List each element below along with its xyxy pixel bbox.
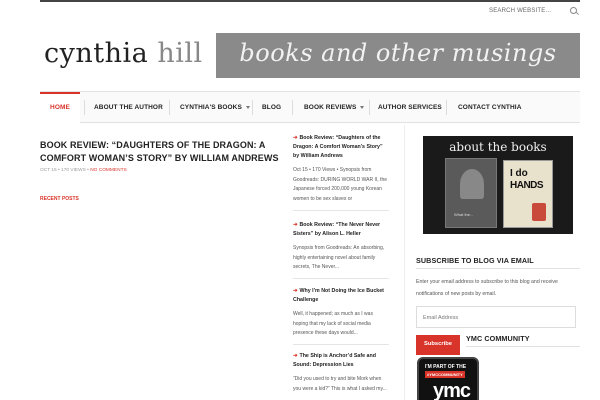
ymc-logo: ymc <box>433 380 471 400</box>
nav-divider <box>252 100 253 115</box>
book-cover-1-caption: What the... <box>454 212 474 217</box>
chevron-down-icon <box>360 106 364 109</box>
nav-label: HOME <box>50 104 70 111</box>
about-the-books-widget[interactable] <box>423 136 573 234</box>
column-divider <box>404 125 405 400</box>
nav-divider <box>446 100 447 115</box>
ymc-badge-line2: #YMCCOMMUNITY <box>427 372 463 377</box>
post-date-views: OCT 15 • 170 VIEWS • <box>40 168 91 173</box>
tree-illustration <box>460 169 484 199</box>
list-item[interactable] <box>293 221 389 273</box>
header-banner <box>216 33 580 78</box>
chevron-down-icon <box>246 106 250 109</box>
divider <box>293 344 389 345</box>
nav-label: CONTACT CYNTHIA <box>458 104 522 111</box>
logo-second-word: hill <box>157 38 203 69</box>
ymc-community-heading: YMC COMMUNITY <box>466 334 530 343</box>
subscribe-button[interactable]: Subscribe <box>416 335 460 355</box>
cover-decoration <box>532 203 546 221</box>
about-books-title: about the books <box>449 140 547 154</box>
recent-post-title[interactable] <box>293 352 389 370</box>
arrow-right-icon: ➜ <box>293 288 298 294</box>
book-cover-2[interactable] <box>503 160 553 228</box>
book-cover-2-title-line1: I do <box>510 168 528 179</box>
nav-item-book-reviews[interactable] <box>304 92 364 123</box>
recent-post-excerpt: “Did you used to try and bite Mork when you were a kid?” This is what I asked my... <box>293 376 387 392</box>
recent-post-excerpt: Well, it happened; as much as I was hoping that my lack of social media presence these days would... <box>293 311 373 336</box>
recent-post-title[interactable] <box>293 221 389 239</box>
nav-divider <box>84 100 85 115</box>
list-item[interactable] <box>293 287 389 339</box>
search-icon[interactable] <box>570 7 577 14</box>
nav-divider <box>369 100 370 115</box>
nav-item-blog[interactable] <box>262 92 281 123</box>
divider <box>293 278 389 279</box>
nav-item-about-the-author[interactable] <box>94 92 163 123</box>
nav-item-cynthias-books[interactable] <box>180 92 250 123</box>
nav-divider <box>292 100 293 115</box>
nav-item-contact-cynthia[interactable] <box>458 92 522 123</box>
ymc-badge[interactable] <box>417 357 479 400</box>
site-logo[interactable] <box>44 38 203 69</box>
recent-post-title-text: Book Review: “Daughters of the Dragon: A Comfort Woman’s Story” by William Andrews <box>293 135 383 159</box>
post-meta <box>40 168 127 173</box>
recent-post-title-text: Book Review: “The Never Never Sisters” by Alison L. Heller <box>293 222 381 237</box>
list-item[interactable] <box>293 134 389 204</box>
recent-post-title-text: The Ship is Anchor’d Safe and Sound: Depression Lies <box>293 353 376 368</box>
list-item[interactable] <box>293 352 389 394</box>
top-bar <box>40 0 580 22</box>
recent-post-title[interactable] <box>293 134 389 161</box>
recent-post-title[interactable] <box>293 287 389 305</box>
post-comments-link[interactable]: NO COMMENTS <box>90 168 127 173</box>
nav-divider <box>169 100 170 115</box>
main-nav <box>40 91 580 123</box>
nav-item-home[interactable] <box>40 92 80 123</box>
logo-first-word: cynthia <box>44 38 149 69</box>
recent-post-excerpt: Synopsis from Goodreads: An absorbing, highly entertaining novel about family secrets, The Never... <box>293 245 385 270</box>
book-cover-2-title-line2: HANDS <box>510 180 544 191</box>
recent-post-title-text: Why I’m Not Doing the Ice Bucket Challenge <box>293 288 384 303</box>
arrow-right-icon: ➜ <box>293 353 298 359</box>
post-title[interactable]: BOOK REVIEW: “DAUGHTERS OF THE DRAGON: A COMFORT WOMAN’S STORY” BY WILLIAM ANDREWS <box>40 140 279 163</box>
nav-label: CYNTHIA'S BOOKS <box>180 104 242 111</box>
ymc-badge-line1: I'M PART OF THE <box>425 364 467 370</box>
divider <box>466 346 580 347</box>
nav-label: BLOG <box>262 104 282 111</box>
search-placeholder: SEARCH WEBSITE... <box>489 8 552 14</box>
arrow-right-icon: ➜ <box>293 135 298 141</box>
arrow-right-icon: ➜ <box>293 222 298 228</box>
book-cover-1[interactable] <box>445 158 497 228</box>
email-field[interactable] <box>416 306 576 328</box>
divider <box>293 210 389 211</box>
recent-post-excerpt: Oct 15 • 170 Views • Synopsis from Goodreads: DURING WORLD WAR II, the Japanese forced 200,000 young Korean women to be sex slaves or <box>293 167 388 202</box>
subscribe-heading: SUBSCRIBE TO BLOG VIA EMAIL <box>416 256 534 265</box>
nav-label: AUTHOR SERVICES <box>378 104 442 111</box>
banner-tagline: books and other musings <box>239 39 557 67</box>
search-input[interactable] <box>484 4 580 20</box>
nav-label: BOOK REVIEWS <box>304 104 357 111</box>
divider <box>416 268 580 269</box>
subscribe-description: Enter your email address to subscribe to this blog and receive notifications of new posts by email. <box>416 279 558 297</box>
recent-posts-label: RECENT POSTS <box>40 196 79 202</box>
email-placeholder: Email Address <box>423 315 459 321</box>
nav-item-author-services[interactable] <box>378 92 442 123</box>
nav-label: ABOUT THE AUTHOR <box>94 104 163 111</box>
